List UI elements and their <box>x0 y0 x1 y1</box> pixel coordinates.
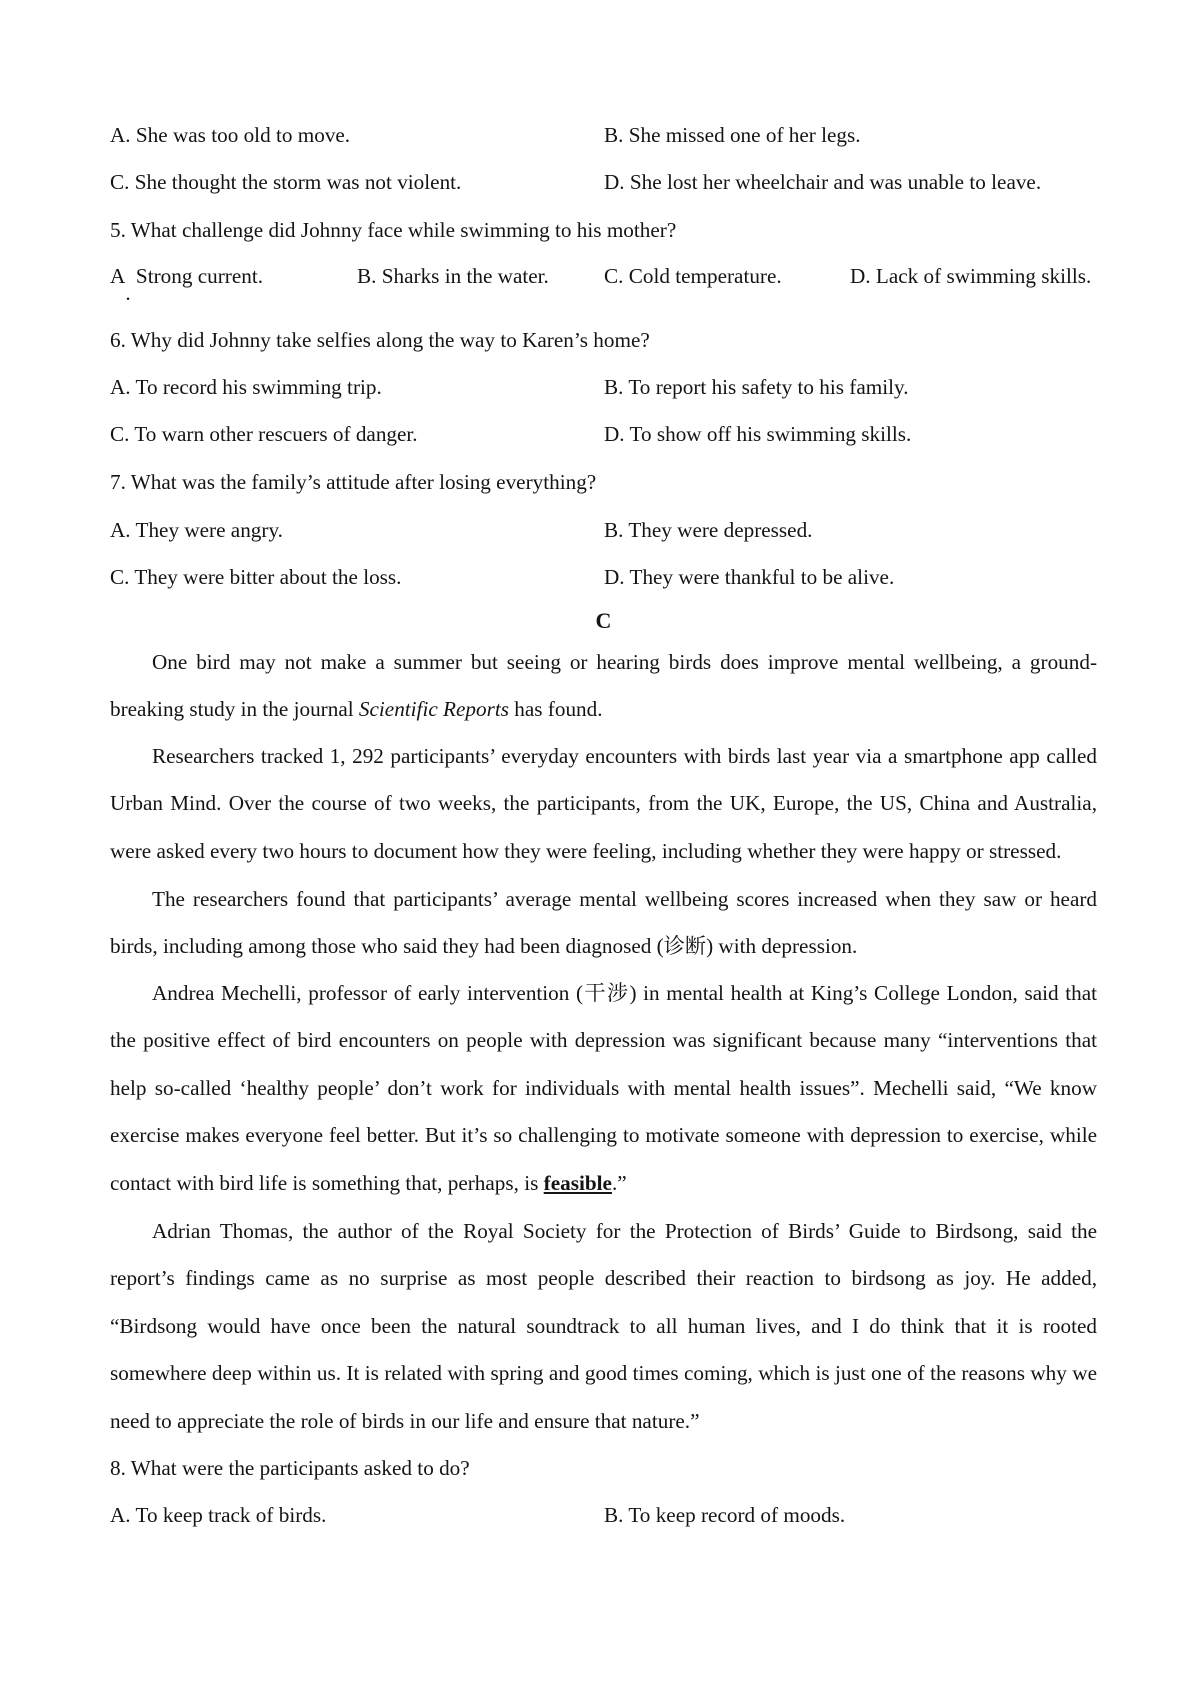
q4-options-row-2 <box>110 159 1097 206</box>
q7-option-c: C. They were bitter about the loss. <box>110 565 402 589</box>
q6-options-row-1 <box>110 364 1097 411</box>
q5-stem: 5. What challenge did Johnny face while swimming to his mother? <box>110 218 677 242</box>
q7-option-b: B. They were depressed. <box>604 518 813 542</box>
q6-option-a: A. To record his swimming trip. <box>110 375 382 399</box>
passage-paragraph-4 <box>110 970 1097 1207</box>
q4-option-a: A. She was too old to move. <box>110 123 351 147</box>
passage-paragraph-2: Researchers tracked 1, 292 participants’ everyday encounters with birds last year via a smartphone app called Urban Mind. Over the course of two weeks, the participants, from the UK, Europe, the US, China and Australia, were asked every two hours to document how they were feeling, including whether they were happy or stressed. <box>110 744 1097 863</box>
q8-option-a: A. To keep track of birds. <box>110 1503 327 1527</box>
passage-paragraph-1 <box>110 639 1097 734</box>
q7-stem: 7. What was the family’s attitude after losing everything? <box>110 470 597 494</box>
passage-p4-text-before: Andrea Mechelli, professor of early intervention (干涉) in mental health at King’s College London, said that the positive effect of bird encounters on people with depression was significant because many “interventions that help so-called ‘healthy people’ don’t work for individuals with mental health issues”. Mechelli said, “We know exercise makes everyone feel better. But it’s so challenging to motivate someone with depression to exercise, while contact with bird life is something that, perhaps, is <box>110 981 1097 1195</box>
q8-options-row-1 <box>110 1492 1097 1539</box>
q4-option-c: C. She thought the storm was not violent. <box>110 170 462 194</box>
q4-options-row-1 <box>110 112 1097 159</box>
journal-title: Scientific Reports <box>358 697 509 722</box>
q4-option-d: D. She lost her wheelchair and was unable to leave. <box>604 170 1042 194</box>
q5-option-b: B. Sharks in the water. <box>357 264 549 288</box>
q4-option-b: B. She missed one of her legs. <box>604 123 861 147</box>
passage-paragraph-5: Adrian Thomas, the author of the Royal Society for the Protection of Birds’ Guide to Birdsong, said the report’s findings came as no surprise as most people described their reaction to birdsong as joy. He added, “Birdsong would have once been the natural soundtrack to all human lives, and I do think that it is rooted somewhere deep within us. It is related with spring and good times coming, which is just one of the reasons why we need to appreciate the role of birds in our life and ensure that nature.” <box>110 1219 1097 1433</box>
q7-options-row-1 <box>110 507 1097 554</box>
q5-option-a-dot: . <box>125 281 131 305</box>
q8-stem: 8. What were the participants asked to do? <box>110 1456 470 1480</box>
q6-option-d: D. To show off his swimming skills. <box>604 422 912 446</box>
section-heading: C <box>595 608 612 633</box>
q5-option-a <box>110 253 264 305</box>
passage-p4-text-after: .” <box>611 1170 627 1195</box>
q6-option-b: B. To report his safety to his family. <box>604 375 909 399</box>
q6-options-row-2 <box>110 411 1097 458</box>
q5-options-row <box>110 253 1097 305</box>
q7-option-d: D. They were thankful to be alive. <box>604 565 895 589</box>
passage-p1-text-before: One bird may not make a summer but seeing or hearing birds does improve mental wellbeing, a ground-breaking study in the journal <box>110 650 1097 722</box>
q5-option-d: D. Lack of swimming skills. <box>850 264 1092 288</box>
passage-p1-text-after: has found. <box>508 697 603 722</box>
q7-option-a: A. They were angry. <box>110 518 283 542</box>
q5-option-c: C. Cold temperature. <box>604 264 782 288</box>
underlined-word-feasible: feasible <box>543 1170 612 1195</box>
q7-options-row-2 <box>110 554 1097 601</box>
q6-option-c: C. To warn other rescuers of danger. <box>110 422 418 446</box>
q5-option-a-text: Strong current. <box>135 264 264 288</box>
q5-option-a-label: A <box>110 264 126 288</box>
q6-stem: 6. Why did Johnny take selfies along the way to Karen’s home? <box>110 328 650 352</box>
passage-paragraph-3: The researchers found that participants’ average mental wellbeing scores increased when they saw or heard birds, including among those who said they had been diagnosed (诊断) with depression. <box>110 887 1097 959</box>
q8-option-b: B. To keep record of moods. <box>604 1503 846 1527</box>
